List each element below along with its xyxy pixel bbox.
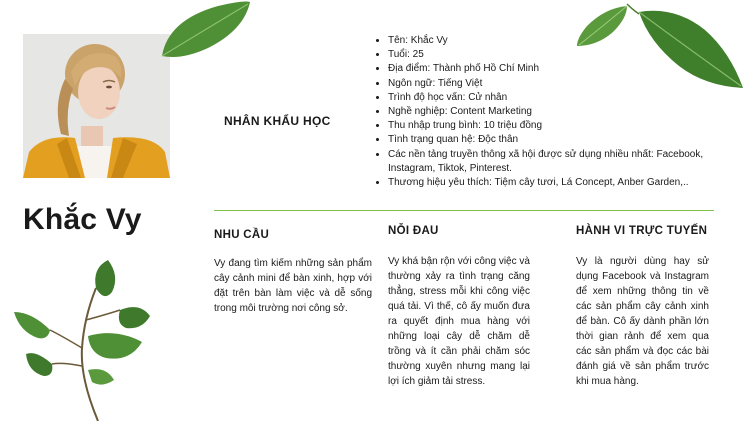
pain-points-body: Vy khá bận rộn với công việc và thường xảy ra tình trạng căng thẳng, stress mỗi khi công việc quá tải. Vì thế, cô ấy muốn đưa ra quyết định mua hàng với những loại cây dễ chăm dễ trồng và ít cần phải chăm sóc thường xuyên nhưng mang lại lợi ích giảm tải stress. <box>388 256 530 387</box>
online-behavior-body: Vy là người dùng hay sử dụng Facebook và Instagram để xem những thông tin về các sản phẩm cây cảnh xinh để bàn. Cô ấy dành phần lớn thời gian rảnh để xem qua các sản phẩm và đọc các bài đánh giá về sản phẩm trước khi mua hàng. <box>576 256 709 387</box>
demographics-item: • Tuổi: 25 <box>388 48 728 62</box>
demographics-item: • Thu nhập trung bình: 10 triệu đồng <box>388 119 728 133</box>
needs-title: NHU CẦU <box>214 229 270 241</box>
persona-photo <box>23 34 170 178</box>
demographics-item: • Ngôn ngữ: Tiếng Việt <box>388 77 728 91</box>
section-divider <box>214 210 714 211</box>
plant-sprig-bottom-left-icon <box>12 258 157 421</box>
online-behavior-title: HÀNH VI TRỰC TUYẾN <box>576 225 708 237</box>
portrait-illustration <box>23 34 170 178</box>
demographics-item: • Địa điểm: Thành phố Hồ Chí Minh <box>388 62 728 76</box>
needs-body: Vy đang tìm kiếm những sản phẩm cây cảnh mini để bàn xinh, hợp với đặt trên bàn làm việc và dễ sống trong môi trường nơi công sở. <box>214 258 372 314</box>
demographics-item: • Các nền tảng truyền thông xã hội được sử dụng nhiều nhất: Facebook, Instagram, Tiktok, Pinterest. <box>388 148 728 176</box>
demographics-item: • Trình độ học vấn: Cử nhân <box>388 91 728 105</box>
demographics-title: NHÂN KHẨU HỌC <box>224 114 331 128</box>
persona-name: Khắc Vy <box>23 203 142 236</box>
demographics-item: • Tên: Khắc Vy <box>388 34 728 48</box>
pain-points-title: NỖI ĐAU <box>388 225 439 237</box>
leaves-top-right-icon <box>575 0 750 95</box>
demographics-item: • Thương hiệu yêu thích: Tiệm cây tươi, Lá Concept, Anber Garden,.. <box>388 176 728 190</box>
demographics-item: • Tình trạng quan hệ: Độc thân <box>388 133 728 147</box>
leaf-top-center-icon <box>158 0 253 60</box>
demographics-item: • Nghề nghiệp: Content Marketing <box>388 105 728 119</box>
